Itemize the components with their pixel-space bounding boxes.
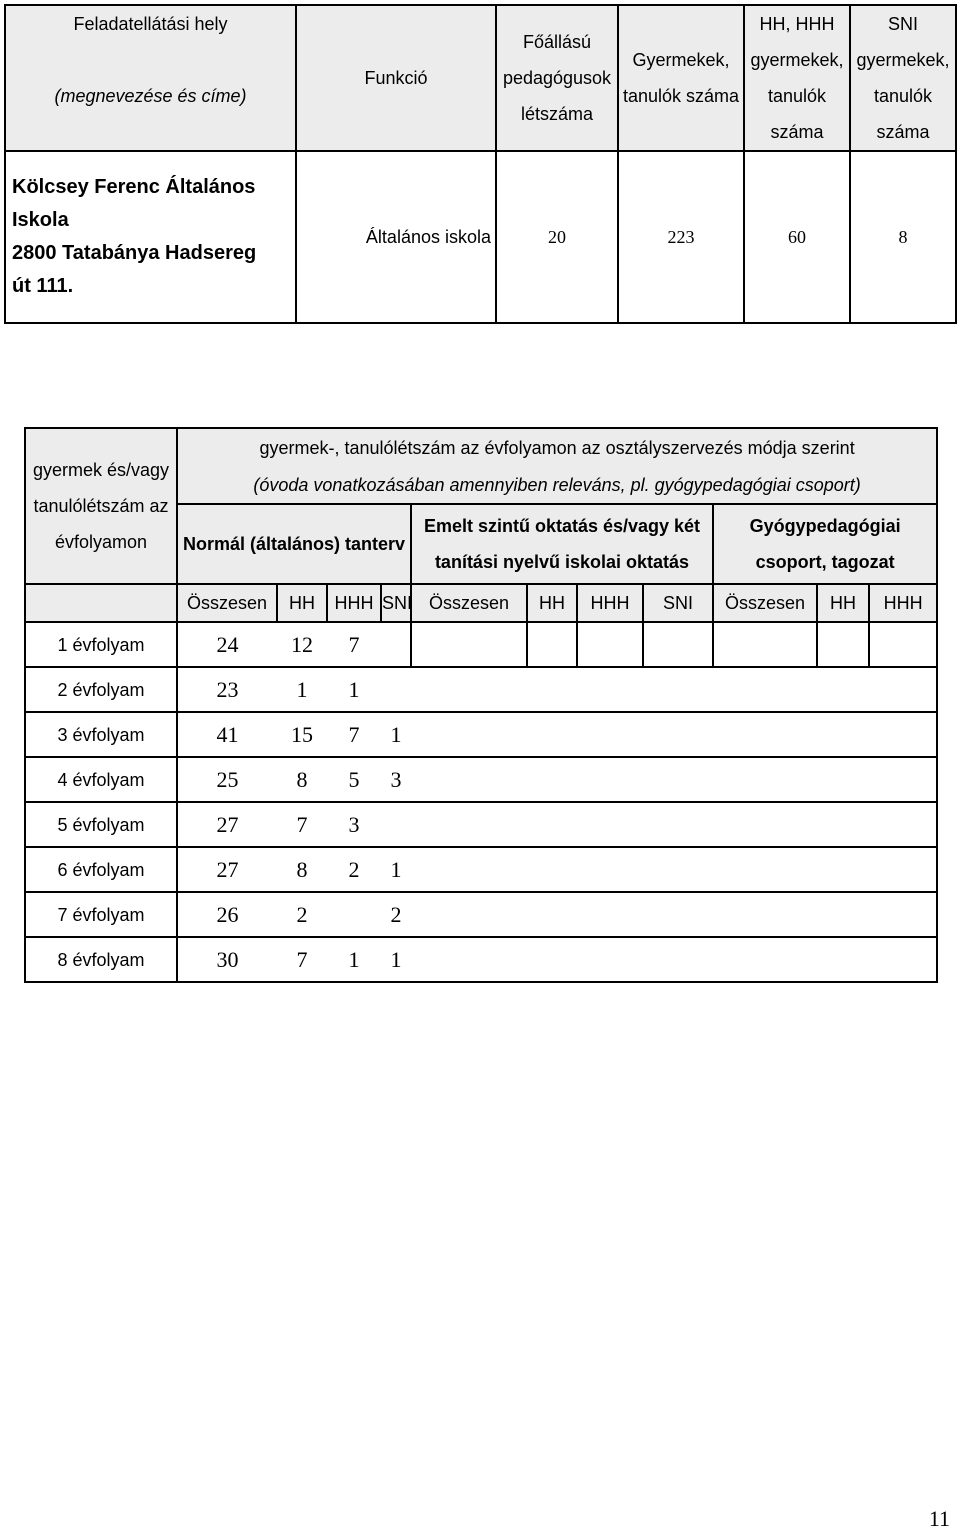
- header-sni: [850, 5, 956, 151]
- cell-empty: [643, 847, 713, 892]
- cell-empty: [527, 937, 577, 982]
- cell-total: 27: [177, 847, 277, 892]
- institution-line: Iskola: [12, 209, 69, 231]
- left-header: [25, 428, 177, 584]
- cell-empty: [643, 937, 713, 982]
- cell-empty: [817, 802, 869, 847]
- cell-sni: [381, 667, 411, 712]
- sni-value: 8: [850, 151, 956, 323]
- hh-value: 60: [744, 151, 850, 323]
- cell-empty: [713, 757, 817, 802]
- cell-empty: [713, 712, 817, 757]
- cell-empty: [577, 847, 643, 892]
- cell-empty: [817, 847, 869, 892]
- subheader: SNI: [643, 584, 713, 622]
- cell-total: 30: [177, 937, 277, 982]
- grade-table: [24, 427, 938, 983]
- header-sni-line: száma: [876, 122, 930, 142]
- header-sni-line: gyermekek,: [856, 50, 950, 70]
- header-place-subtitle: (megnevezése és címe): [54, 86, 247, 106]
- children-value: 223: [618, 151, 744, 323]
- cell-sni: 1: [381, 937, 411, 982]
- cell-empty: [411, 712, 527, 757]
- page-number: 11: [928, 1506, 950, 1531]
- table-row: [25, 667, 937, 712]
- cell-empty: [869, 847, 937, 892]
- cell-empty: [411, 757, 527, 802]
- header-sni-line: tanulók: [873, 86, 933, 106]
- cell-hh: 8: [277, 757, 327, 802]
- cell-hh: 1: [277, 667, 327, 712]
- left-header-line: gyermek és/vagy: [32, 460, 170, 480]
- table-row: [25, 757, 937, 802]
- grade-label: 2 évfolyam: [25, 667, 177, 712]
- table-row: [25, 712, 937, 757]
- cell-sni: 2: [381, 892, 411, 937]
- institution-table: [4, 4, 957, 324]
- cell-empty: [577, 757, 643, 802]
- cell-sni: [381, 622, 411, 667]
- function-value: Általános iskola: [296, 151, 496, 323]
- cell-empty: [643, 802, 713, 847]
- cell-empty: [713, 892, 817, 937]
- subheader-blank: [25, 584, 177, 622]
- cell-empty: [411, 802, 527, 847]
- cell-empty: [411, 622, 527, 667]
- header-children-line: Gyermekek,: [632, 50, 730, 70]
- header-staff-line: létszáma: [520, 104, 594, 124]
- top-header: gyermek-, tanulólétszám az évfolyamon az osztályszervezés módja szerint: [177, 428, 937, 466]
- group-emelt: [411, 504, 713, 584]
- cell-hh: 7: [277, 937, 327, 982]
- cell-empty: [577, 712, 643, 757]
- cell-empty: [817, 937, 869, 982]
- cell-empty: [817, 757, 869, 802]
- cell-empty: [713, 937, 817, 982]
- grade-label: 7 évfolyam: [25, 892, 177, 937]
- cell-empty: [411, 937, 527, 982]
- cell-hhh: 1: [327, 937, 381, 982]
- cell-hh: 2: [277, 892, 327, 937]
- header-staff: [496, 5, 618, 151]
- grade-label: 4 évfolyam: [25, 757, 177, 802]
- cell-empty: [643, 757, 713, 802]
- cell-total: 23: [177, 667, 277, 712]
- cell-empty: [411, 847, 527, 892]
- group-emelt-line: Emelt szintű oktatás és/vagy két: [423, 516, 701, 536]
- subheader: HHH: [327, 584, 381, 622]
- cell-empty: [577, 937, 643, 982]
- cell-empty: [643, 892, 713, 937]
- header-children: [618, 5, 744, 151]
- cell-empty: [577, 622, 643, 667]
- header-hh-line: gyermekek,: [750, 50, 844, 70]
- subheader: HHH: [869, 584, 937, 622]
- cell-sni: 1: [381, 847, 411, 892]
- header-hh-line: tanulók: [767, 86, 827, 106]
- subheader: Összesen: [411, 584, 527, 622]
- header-hh: [744, 5, 850, 151]
- grade-label: 1 évfolyam: [25, 622, 177, 667]
- subheader: HH: [817, 584, 869, 622]
- cell-empty: [527, 847, 577, 892]
- institution-name-address: [5, 151, 296, 323]
- grade-label: 3 évfolyam: [25, 712, 177, 757]
- cell-empty: [869, 622, 937, 667]
- cell-total: 27: [177, 802, 277, 847]
- header-place-title: Feladatellátási hely: [73, 14, 228, 34]
- institution-line: 2800 Tatabánya Hadsereg: [12, 242, 257, 264]
- staff-value: 20: [496, 151, 618, 323]
- cell-empty: [527, 622, 577, 667]
- subheader: SNI: [381, 584, 411, 622]
- cell-empty: [527, 892, 577, 937]
- header-place: [5, 5, 296, 151]
- grade-label: 8 évfolyam: [25, 937, 177, 982]
- cell-empty: [869, 667, 937, 712]
- group-normal: Normál (általános) tanterv: [177, 504, 411, 584]
- cell-empty: [817, 712, 869, 757]
- cell-hhh: 5: [327, 757, 381, 802]
- cell-hh: 12: [277, 622, 327, 667]
- cell-hh: 7: [277, 802, 327, 847]
- cell-hhh: 1: [327, 667, 381, 712]
- cell-empty: [713, 847, 817, 892]
- cell-sni: 1: [381, 712, 411, 757]
- cell-empty: [869, 712, 937, 757]
- cell-hh: 15: [277, 712, 327, 757]
- table-row: [25, 937, 937, 982]
- institution-line: Kölcsey Ferenc Általános: [12, 176, 256, 198]
- top-header-note: (óvoda vonatkozásában amennyiben releváns, pl. gyógypedagógiai csoport): [177, 466, 937, 504]
- grade-label: 6 évfolyam: [25, 847, 177, 892]
- cell-empty: [869, 892, 937, 937]
- cell-empty: [713, 667, 817, 712]
- cell-empty: [577, 892, 643, 937]
- subheader: Összesen: [713, 584, 817, 622]
- header-staff-line: pedagógusok: [502, 68, 612, 88]
- table-row: [25, 892, 937, 937]
- cell-empty: [643, 622, 713, 667]
- cell-empty: [527, 757, 577, 802]
- cell-empty: [869, 802, 937, 847]
- cell-empty: [411, 667, 527, 712]
- cell-empty: [713, 622, 817, 667]
- header-function: Funkció: [296, 5, 496, 151]
- header-hh-line: HH, HHH: [759, 14, 835, 34]
- cell-hh: 8: [277, 847, 327, 892]
- cell-empty: [411, 892, 527, 937]
- subheader: Összesen: [177, 584, 277, 622]
- cell-empty: [817, 622, 869, 667]
- cell-total: 25: [177, 757, 277, 802]
- table-row: [25, 622, 937, 667]
- grade-label: 5 évfolyam: [25, 802, 177, 847]
- cell-empty: [577, 667, 643, 712]
- left-header-line: évfolyamon: [54, 532, 148, 552]
- cell-empty: [527, 802, 577, 847]
- cell-sni: [381, 802, 411, 847]
- header-hh-line: száma: [770, 122, 824, 142]
- subheader: HHH: [577, 584, 643, 622]
- cell-empty: [713, 802, 817, 847]
- group-gyogy-line: Gyógypedagógiai: [749, 516, 901, 536]
- left-header-line: tanulólétszám az: [33, 496, 169, 516]
- cell-empty: [643, 667, 713, 712]
- table-row: [25, 847, 937, 892]
- cell-hhh: [327, 892, 381, 937]
- header-staff-line: Főállású: [522, 32, 592, 52]
- institution-line: út 111.: [12, 275, 74, 297]
- cell-empty: [817, 892, 869, 937]
- cell-empty: [869, 757, 937, 802]
- group-gyogy: [713, 504, 937, 584]
- cell-empty: [817, 667, 869, 712]
- cell-hhh: 7: [327, 712, 381, 757]
- cell-total: 41: [177, 712, 277, 757]
- header-children-line: tanulók száma: [622, 86, 740, 106]
- cell-hhh: 7: [327, 622, 381, 667]
- subheader: HH: [527, 584, 577, 622]
- cell-hhh: 2: [327, 847, 381, 892]
- table-row: [25, 802, 937, 847]
- subheader: HH: [277, 584, 327, 622]
- group-gyogy-line: csoport, tagozat: [755, 552, 895, 572]
- cell-hhh: 3: [327, 802, 381, 847]
- cell-sni: 3: [381, 757, 411, 802]
- cell-empty: [577, 802, 643, 847]
- cell-empty: [527, 712, 577, 757]
- cell-total: 26: [177, 892, 277, 937]
- cell-total: 24: [177, 622, 277, 667]
- cell-empty: [527, 667, 577, 712]
- cell-empty: [869, 937, 937, 982]
- group-emelt-line: tanítási nyelvű iskolai oktatás: [434, 552, 690, 572]
- header-sni-line: SNI: [887, 14, 918, 34]
- cell-empty: [643, 712, 713, 757]
